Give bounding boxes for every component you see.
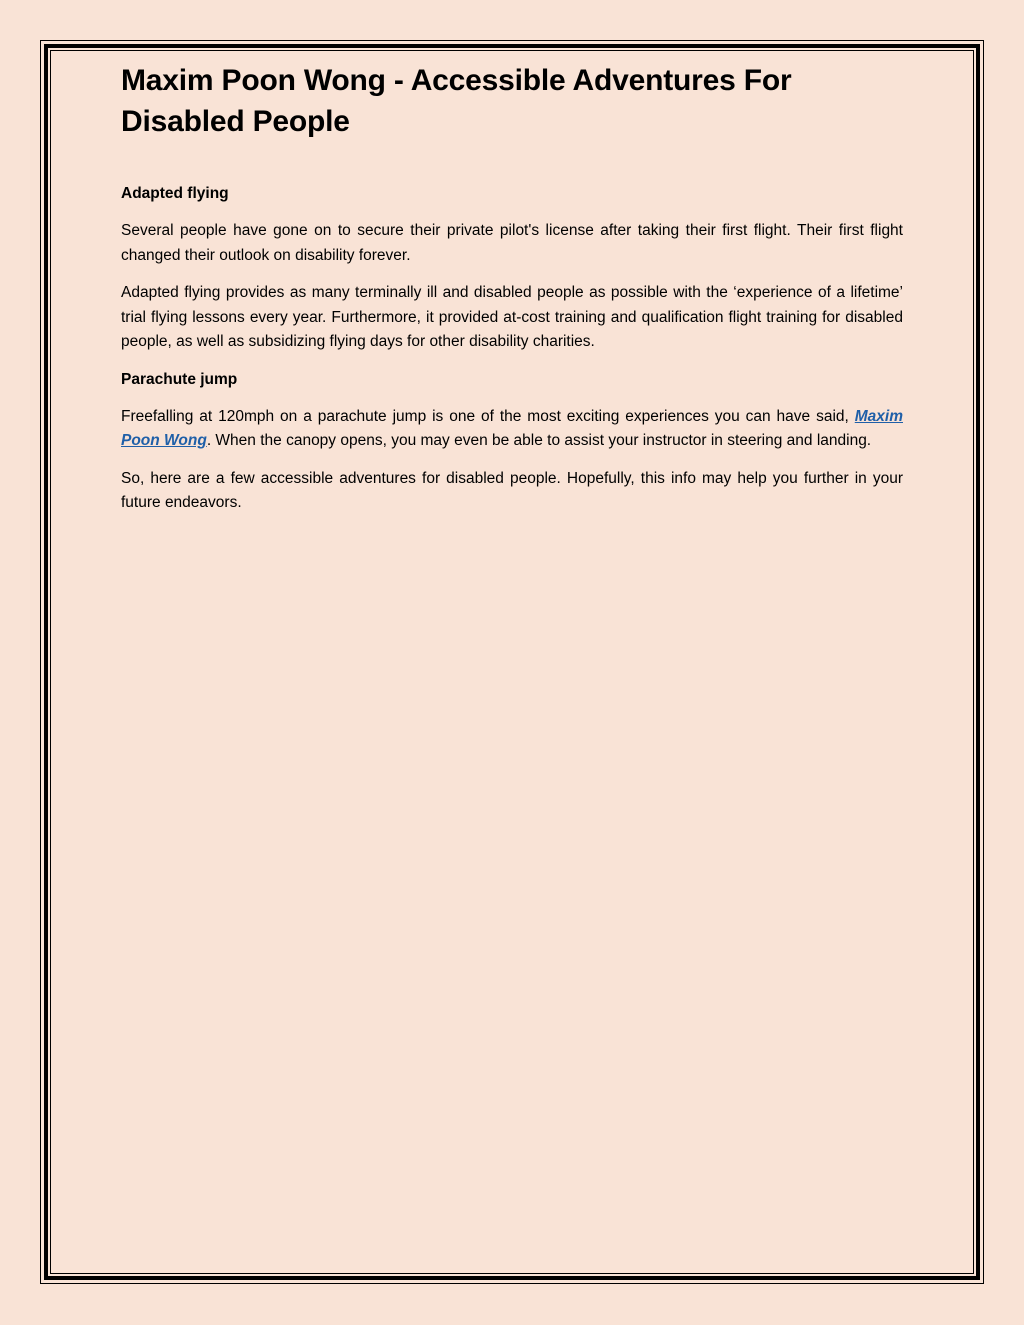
paragraph-with-link xyxy=(121,405,903,454)
document-body xyxy=(121,60,903,529)
paragraph: Adapted flying provides as many terminally ill and disabled people as possible with the ‘experience of a lifetime’ trial flying lessons every year. Furthermore, it provided at-cost training and qualification flight training for disabled people, as well as subsidizing flying days for other disability charities. xyxy=(121,284,903,350)
paragraph: Several people have gone on to secure their private pilot's license after taking their first flight. Their first flight changed their outlook on disability forever. xyxy=(121,222,903,264)
closing-paragraph: So, here are a few accessible adventures for disabled people. Hopefully, this info may help you further in your future endeavors. xyxy=(121,469,903,511)
paragraph-text-before-link: Freefalling at 120mph on a parachute jump is one of the most exciting experiences you can have said, xyxy=(121,407,855,425)
author-link[interactable]: Maxim Poon Wong xyxy=(121,407,903,449)
page-title: Maxim Poon Wong - Accessible Adventures For Disabled People xyxy=(121,64,792,138)
section-heading-adapted-flying: Adapted flying xyxy=(121,185,229,202)
section-heading-parachute-jump: Parachute jump xyxy=(121,370,238,388)
paragraph-text-after-link: . When the canopy opens, you may even be able to assist your instructor in steering and landing. xyxy=(206,432,872,449)
